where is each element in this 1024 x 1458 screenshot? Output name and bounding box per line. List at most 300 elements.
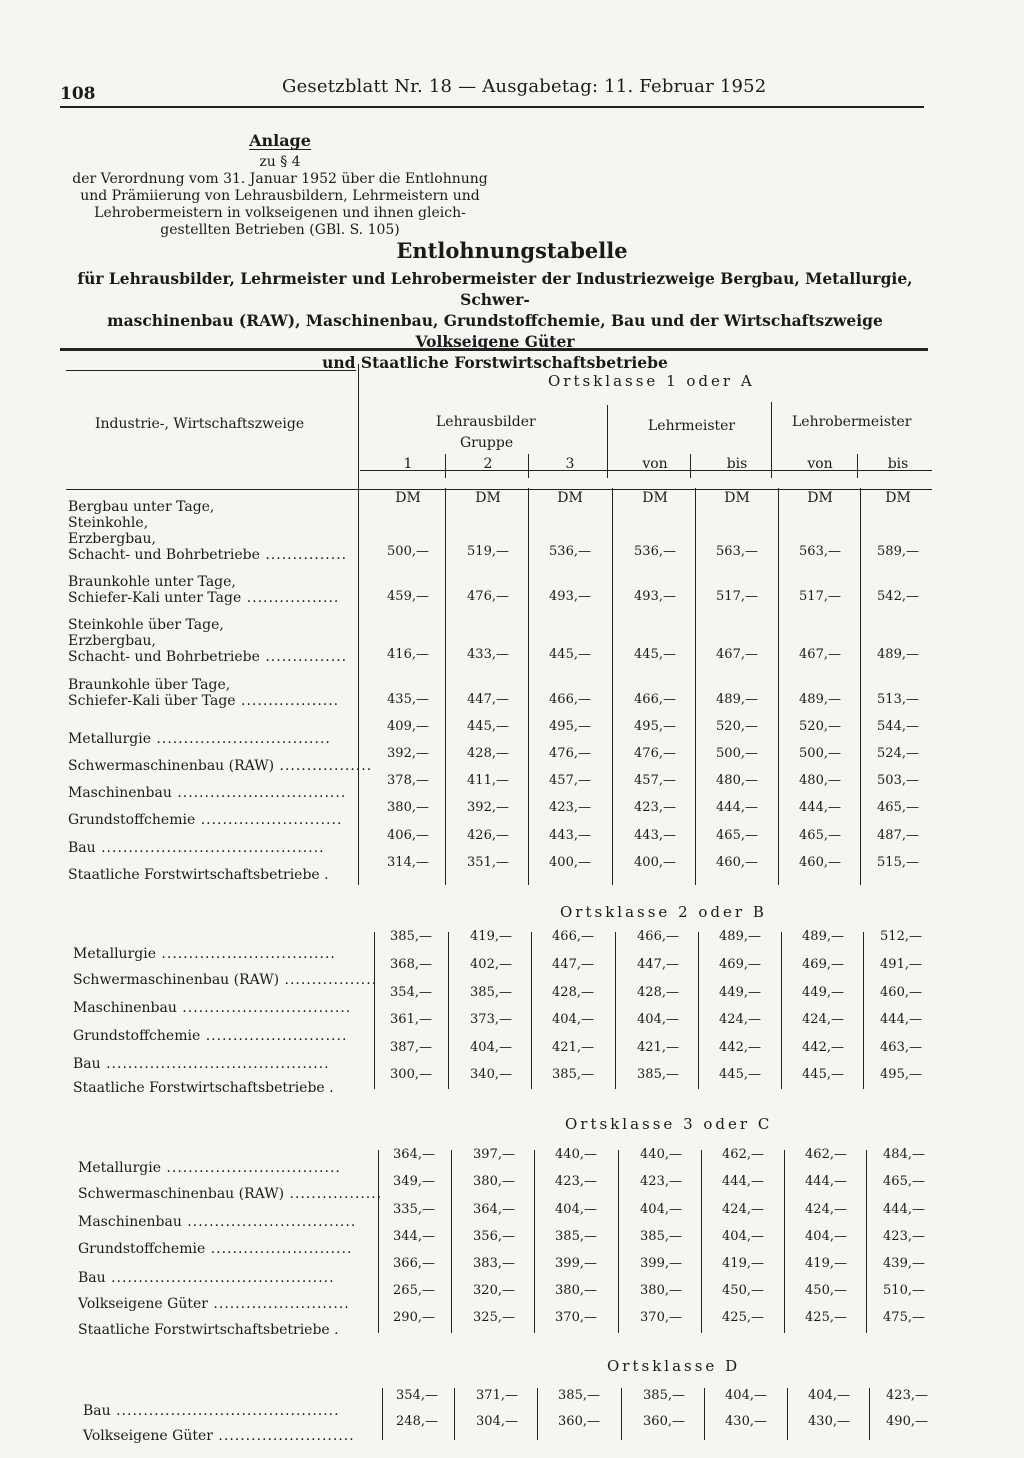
value-cell: 392,—: [467, 800, 509, 815]
annex-line: der Verordnung vom 31. Januar 1952 über die Entlohnung: [72, 171, 488, 187]
row-label-line: Staatliche Forstwirtschaftsbetriebe .: [73, 1080, 334, 1096]
value-cell: 351,—: [467, 855, 509, 870]
value-cell: 397,—: [473, 1147, 515, 1162]
value-cell: 421,—: [552, 1040, 594, 1055]
row-label-line: Steinkohle über Tage,: [68, 617, 224, 633]
value-cell: 490,—: [886, 1414, 928, 1429]
value-cell: 487,—: [877, 828, 919, 843]
row-label: [73, 1056, 330, 1072]
value-cell: 495,—: [549, 719, 591, 734]
value-cell: 425,—: [805, 1310, 847, 1325]
value-cell: 457,—: [634, 773, 676, 788]
leader-dots: ..........................: [195, 812, 343, 828]
row-label-header: Industrie-, Wirtschaftszweige: [95, 416, 305, 432]
leader-dots: ...............................: [171, 785, 347, 801]
value-cell: 406,—: [387, 828, 429, 843]
value-cell: 325,—: [473, 1310, 515, 1325]
value-cell: 366,—: [393, 1256, 435, 1271]
value-cell: 500,—: [387, 544, 429, 559]
row-label: [68, 785, 346, 801]
column-separator: [537, 1388, 538, 1440]
value-cell: 428,—: [552, 985, 594, 1000]
value-cell: 356,—: [473, 1229, 515, 1244]
value-cell: 447,—: [637, 957, 679, 972]
value-cell: 542,—: [877, 589, 919, 604]
value-cell: 439,—: [883, 1256, 925, 1271]
value-cell: 416,—: [387, 647, 429, 662]
row-label-line: Maschinenbau ...............................: [73, 1000, 352, 1016]
row-label-line: Schacht- und Bohrbetriebe ...............: [68, 649, 348, 665]
row-label-line: Schiefer-Kali unter Tage .................: [68, 590, 340, 606]
value-cell: 475,—: [883, 1310, 925, 1325]
column-separator: [615, 932, 616, 1089]
row-label: [68, 840, 325, 856]
value-cell: 409,—: [387, 719, 429, 734]
row-label: [68, 499, 347, 563]
value-cell: 423,—: [640, 1174, 682, 1189]
main-title: Entlohnungstabelle: [396, 238, 628, 263]
subtitle: [60, 268, 930, 373]
value-cell: 500,—: [799, 746, 841, 761]
value-cell: 371,—: [476, 1388, 518, 1403]
value-cell: 442,—: [802, 1040, 844, 1055]
value-cell: 430,—: [808, 1414, 850, 1429]
value-cell: 495,—: [880, 1067, 922, 1082]
value-cell: 469,—: [719, 957, 761, 972]
value-cell: 300,—: [390, 1067, 432, 1082]
value-cell: 349,—: [393, 1174, 435, 1189]
row-label-line: Staatliche Forstwirtschaftsbetriebe .: [68, 867, 329, 883]
unit-cell: DM: [885, 490, 911, 506]
column-separator: [445, 488, 446, 885]
row-label-line: Schwermaschinenbau (RAW) .................: [78, 1186, 383, 1202]
value-cell: 368,—: [390, 957, 432, 972]
page-number: 108: [60, 84, 96, 104]
subheader-cell: 2: [483, 456, 493, 472]
value-cell: 428,—: [637, 985, 679, 1000]
leader-dots: .........................................: [95, 840, 325, 856]
subheader-cell: von: [642, 456, 668, 472]
row-label: [73, 972, 377, 988]
value-cell: 361,—: [390, 1012, 432, 1027]
column-separator: [781, 932, 782, 1089]
value-cell: 428,—: [467, 746, 509, 761]
value-cell: 385,—: [555, 1229, 597, 1244]
annex-line: gestellten Betrieben (GBl. S. 105): [160, 222, 400, 238]
value-cell: 423,—: [549, 800, 591, 815]
leader-dots: .................: [274, 758, 373, 774]
column-separator: [698, 932, 699, 1089]
value-cell: 463,—: [880, 1040, 922, 1055]
value-cell: 444,—: [883, 1202, 925, 1217]
column-separator: [534, 1150, 535, 1333]
value-cell: 450,—: [805, 1283, 847, 1298]
value-cell: 489,—: [877, 647, 919, 662]
value-cell: 444,—: [716, 800, 758, 815]
value-cell: 476,—: [634, 746, 676, 761]
label-column-separator: [378, 1150, 379, 1333]
value-cell: 385,—: [390, 929, 432, 944]
page-header: [60, 76, 924, 108]
value-cell: 364,—: [473, 1202, 515, 1217]
leader-dots: .........................................: [105, 1270, 335, 1286]
value-cell: 476,—: [467, 589, 509, 604]
value-cell: 354,—: [390, 985, 432, 1000]
value-cell: 476,—: [549, 746, 591, 761]
value-cell: 290,—: [393, 1310, 435, 1325]
value-cell: 493,—: [634, 589, 676, 604]
value-cell: 424,—: [802, 1012, 844, 1027]
value-cell: 457,—: [549, 773, 591, 788]
value-cell: 385,—: [643, 1388, 685, 1403]
value-cell: 404,—: [637, 1012, 679, 1027]
value-cell: 380,—: [640, 1283, 682, 1298]
lehrmeister-header: Lehrmeister: [648, 418, 736, 434]
value-cell: 404,—: [640, 1202, 682, 1217]
value-cell: 489,—: [716, 692, 758, 707]
value-cell: 495,—: [634, 719, 676, 734]
leader-dots: ..........................: [205, 1241, 353, 1257]
column-separator: [869, 1388, 870, 1440]
value-cell: 484,—: [883, 1147, 925, 1162]
leader-dots: ................................: [160, 1160, 341, 1176]
leader-dots: ..................: [235, 693, 340, 709]
value-cell: 444,—: [722, 1174, 764, 1189]
leader-dots: ................................: [155, 946, 336, 962]
value-cell: 404,—: [722, 1229, 764, 1244]
row-label: [78, 1186, 382, 1202]
value-cell: 320,—: [473, 1283, 515, 1298]
column-separator: [860, 488, 861, 885]
subtitle-line: und Staatliche Forstwirtschaftsbetriebe: [322, 353, 668, 372]
column-separator: [528, 488, 529, 885]
unit-cell: DM: [395, 490, 421, 506]
value-cell: 435,—: [387, 692, 429, 707]
value-cell: 402,—: [470, 957, 512, 972]
value-cell: 544,—: [877, 719, 919, 734]
value-cell: 466,—: [637, 929, 679, 944]
leader-dots: ................................: [150, 731, 331, 747]
row-label: [68, 617, 347, 665]
value-cell: 503,—: [877, 773, 919, 788]
value-cell: 466,—: [552, 929, 594, 944]
row-label-line: Braunkohle unter Tage,: [68, 574, 236, 590]
leader-dots: .........................................: [100, 1056, 330, 1072]
section-title: Ortsklasse 3 oder C: [565, 1115, 773, 1133]
value-cell: 364,—: [393, 1147, 435, 1162]
value-cell: 513,—: [877, 692, 919, 707]
value-cell: 265,—: [393, 1283, 435, 1298]
row-label-line: Schwermaschinenbau (RAW) .................: [68, 758, 373, 774]
row-label-line: Metallurgie ................................: [73, 946, 336, 962]
value-cell: 520,—: [716, 719, 758, 734]
value-cell: 519,—: [467, 544, 509, 559]
value-cell: 500,—: [716, 746, 758, 761]
row-label-line: Volkseigene Güter .........................: [78, 1296, 350, 1312]
value-cell: 385,—: [558, 1388, 600, 1403]
value-cell: 449,—: [802, 985, 844, 1000]
value-cell: 399,—: [555, 1256, 597, 1271]
value-cell: 399,—: [640, 1256, 682, 1271]
value-cell: 380,—: [387, 800, 429, 815]
value-cell: 466,—: [549, 692, 591, 707]
value-cell: 512,—: [880, 929, 922, 944]
value-cell: 404,—: [552, 1012, 594, 1027]
value-cell: 444,—: [880, 1012, 922, 1027]
value-cell: 445,—: [467, 719, 509, 734]
value-cell: 404,—: [555, 1202, 597, 1217]
value-cell: 444,—: [799, 800, 841, 815]
value-cell: 459,—: [387, 589, 429, 604]
value-cell: 404,—: [805, 1229, 847, 1244]
row-label: [73, 1080, 334, 1096]
value-cell: 460,—: [716, 855, 758, 870]
value-cell: 419,—: [722, 1256, 764, 1271]
value-cell: 380,—: [473, 1174, 515, 1189]
value-cell: 385,—: [640, 1229, 682, 1244]
section-title: Ortsklasse 2 oder B: [560, 903, 767, 921]
value-cell: 424,—: [722, 1202, 764, 1217]
row-label-line: Bau .........................................: [73, 1056, 330, 1072]
value-cell: 400,—: [634, 855, 676, 870]
value-cell: 517,—: [799, 589, 841, 604]
gruppe-header: Gruppe: [460, 435, 514, 451]
column-separator: [704, 1388, 705, 1440]
value-cell: 400,—: [549, 855, 591, 870]
row-label-line: Schacht- und Bohrbetriebe ...............: [68, 547, 348, 563]
value-cell: 491,—: [880, 957, 922, 972]
value-cell: 589,—: [877, 544, 919, 559]
row-label: [83, 1428, 355, 1444]
subheader-cell: 3: [565, 456, 575, 472]
value-cell: 423,—: [555, 1174, 597, 1189]
value-cell: 462,—: [805, 1147, 847, 1162]
row-label-line: Erzbergbau,: [68, 531, 156, 547]
row-label-line: Maschinenbau ...............................: [78, 1214, 357, 1230]
value-cell: 404,—: [808, 1388, 850, 1403]
leader-dots: .................: [241, 590, 340, 606]
lehrobermeister-header: Lehrobermeister: [792, 414, 912, 430]
value-cell: 536,—: [634, 544, 676, 559]
annex-line: und Prämiierung von Lehrausbildern, Lehrmeistern und: [80, 188, 480, 204]
value-cell: 424,—: [719, 1012, 761, 1027]
value-cell: 385,—: [552, 1067, 594, 1082]
row-label: [68, 758, 372, 774]
unit-cell: DM: [807, 490, 833, 506]
row-label-line: Bau .........................................: [83, 1403, 340, 1419]
value-cell: 392,—: [387, 746, 429, 761]
value-cell: 440,—: [555, 1147, 597, 1162]
value-cell: 536,—: [549, 544, 591, 559]
value-cell: 442,—: [719, 1040, 761, 1055]
value-cell: 444,—: [805, 1174, 847, 1189]
row-label: [78, 1270, 335, 1286]
value-cell: 360,—: [643, 1414, 685, 1429]
table-header-rule: [66, 370, 356, 371]
unit-cell: DM: [724, 490, 750, 506]
column-separator: [618, 1150, 619, 1333]
row-label-line: Schiefer-Kali über Tage ..................: [68, 693, 340, 709]
value-cell: 466,—: [634, 692, 676, 707]
value-cell: 563,—: [799, 544, 841, 559]
row-label: [73, 1028, 347, 1044]
label-column-separator: [382, 1388, 383, 1440]
table-top-rule: [60, 348, 928, 351]
value-cell: 419,—: [470, 929, 512, 944]
column-separator: [863, 932, 864, 1089]
section-title: Ortsklasse D: [607, 1357, 741, 1375]
row-label-line: Bau .........................................: [78, 1270, 335, 1286]
value-cell: 335,—: [393, 1202, 435, 1217]
value-cell: 411,—: [467, 773, 509, 788]
value-cell: 462,—: [722, 1147, 764, 1162]
row-label: [78, 1241, 352, 1257]
value-cell: 465,—: [716, 828, 758, 843]
leader-dots: ...............: [259, 649, 348, 665]
value-cell: 373,—: [470, 1012, 512, 1027]
value-cell: 425,—: [722, 1310, 764, 1325]
value-cell: 430,—: [725, 1414, 767, 1429]
value-cell: 440,—: [640, 1147, 682, 1162]
leader-dots: ..........................: [200, 1028, 348, 1044]
row-label-line: Grundstoffchemie ..........................: [68, 812, 343, 828]
column-separator: [695, 488, 696, 885]
row-label: [78, 1296, 350, 1312]
column-separator: [778, 488, 779, 885]
subheader-separator: [528, 454, 529, 478]
row-label-line: Grundstoffchemie ..........................: [78, 1241, 353, 1257]
column-separator: [621, 1388, 622, 1440]
value-cell: 360,—: [558, 1414, 600, 1429]
value-cell: 370,—: [640, 1310, 682, 1325]
value-cell: 469,—: [802, 957, 844, 972]
value-cell: 404,—: [725, 1388, 767, 1403]
row-label-line: Schwermaschinenbau (RAW) .................: [73, 972, 378, 988]
value-cell: 465,—: [799, 828, 841, 843]
lehrausbilder-header: Lehrausbilder: [436, 414, 536, 430]
row-label-line: Erzbergbau,: [68, 633, 156, 649]
value-cell: 424,—: [805, 1202, 847, 1217]
value-cell: 387,—: [390, 1040, 432, 1055]
value-cell: 445,—: [549, 647, 591, 662]
header-title: Gesetzblatt Nr. 18 — Ausgabetag: 11. Februar 1952: [282, 76, 767, 97]
value-cell: 467,—: [716, 647, 758, 662]
value-cell: 510,—: [883, 1283, 925, 1298]
label-column-separator: [374, 932, 375, 1089]
column-separator: [448, 932, 449, 1089]
row-label-line: Grundstoffchemie ..........................: [73, 1028, 348, 1044]
value-cell: 480,—: [716, 773, 758, 788]
column-separator: [612, 488, 613, 885]
subheader-cell: von: [807, 456, 833, 472]
value-cell: 378,—: [387, 773, 429, 788]
annex-line: Lehrobermeistern in volkseigenen und ihnen gleich-: [94, 205, 466, 221]
leader-dots: ...............................: [176, 1000, 352, 1016]
row-label-line: Bergbau unter Tage,: [68, 499, 215, 515]
section-title: Ortsklasse 1 oder A: [548, 372, 755, 390]
leader-dots: .................: [279, 972, 378, 988]
row-label: [78, 1160, 341, 1176]
value-cell: 443,—: [549, 828, 591, 843]
subheader-cell: bis: [887, 456, 909, 472]
value-cell: 421,—: [637, 1040, 679, 1055]
column-separator: [701, 1150, 702, 1333]
value-cell: 465,—: [883, 1174, 925, 1189]
column-separator: [866, 1150, 867, 1333]
value-cell: 404,—: [470, 1040, 512, 1055]
unit-cell: DM: [475, 490, 501, 506]
value-cell: 480,—: [799, 773, 841, 788]
row-label: [73, 946, 336, 962]
value-cell: 489,—: [802, 929, 844, 944]
value-cell: 344,—: [393, 1229, 435, 1244]
annex-title: Anlage: [249, 131, 311, 150]
row-label: [78, 1214, 356, 1230]
value-cell: 449,—: [719, 985, 761, 1000]
value-cell: 314,—: [387, 855, 429, 870]
value-cell: 465,—: [877, 800, 919, 815]
leader-dots: .........................: [212, 1428, 355, 1444]
column-separator: [531, 932, 532, 1089]
column-separator: [451, 1150, 452, 1333]
row-label-line: Braunkohle über Tage,: [68, 677, 231, 693]
value-cell: 423,—: [883, 1229, 925, 1244]
value-cell: 304,—: [476, 1414, 518, 1429]
value-cell: 450,—: [722, 1283, 764, 1298]
value-cell: 493,—: [549, 589, 591, 604]
row-label-line: Maschinenbau ...............................: [68, 785, 347, 801]
column-separator: [787, 1388, 788, 1440]
row-label-line: Volkseigene Güter .........................: [83, 1428, 355, 1444]
value-cell: 563,—: [716, 544, 758, 559]
value-cell: 383,—: [473, 1256, 515, 1271]
value-cell: 460,—: [799, 855, 841, 870]
row-label: [73, 1000, 351, 1016]
value-cell: 419,—: [805, 1256, 847, 1271]
value-cell: 445,—: [802, 1067, 844, 1082]
unit-cell: DM: [642, 490, 668, 506]
header-separator: [771, 402, 772, 478]
value-cell: 447,—: [552, 957, 594, 972]
value-cell: 467,—: [799, 647, 841, 662]
value-cell: 520,—: [799, 719, 841, 734]
row-label: [68, 677, 339, 709]
value-cell: 524,—: [877, 746, 919, 761]
leader-dots: ...............: [259, 547, 348, 563]
value-cell: 447,—: [467, 692, 509, 707]
value-cell: 370,—: [555, 1310, 597, 1325]
subtitle-line: für Lehrausbilder, Lehrmeister und Lehrobermeister der Industriezweige Bergbau, Metallurgie, Schwer-: [77, 269, 913, 309]
row-label-line: Bau .........................................: [68, 840, 325, 856]
leader-dots: ...............................: [181, 1214, 357, 1230]
row-label: [68, 731, 331, 747]
row-label-line: Steinkohle,: [68, 515, 149, 531]
subheader-cell: 1: [403, 456, 413, 472]
column-separator: [454, 1388, 455, 1440]
subheader-cell: bis: [726, 456, 748, 472]
value-cell: 385,—: [470, 985, 512, 1000]
row-label: [68, 812, 342, 828]
row-label: [78, 1322, 339, 1338]
value-cell: 380,—: [555, 1283, 597, 1298]
row-label-line: Staatliche Forstwirtschaftsbetriebe .: [78, 1322, 339, 1338]
leader-dots: .........................: [207, 1296, 350, 1312]
column-separator: [784, 1150, 785, 1333]
row-label-line: Metallurgie ................................: [78, 1160, 341, 1176]
value-cell: 340,—: [470, 1067, 512, 1082]
value-cell: 423,—: [886, 1388, 928, 1403]
value-cell: 445,—: [719, 1067, 761, 1082]
